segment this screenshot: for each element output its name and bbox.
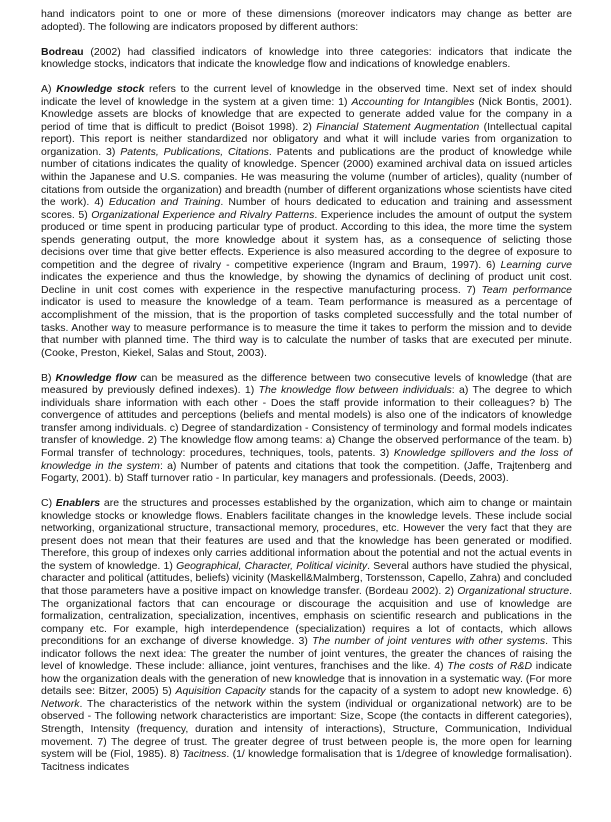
emphasis-text: Enablers [55,497,101,510]
emphasis-text: Geographical, Character, Political vicinity [176,559,368,572]
document-text-body [41,8,572,773]
emphasis-text: Knowledge stock [56,83,145,96]
emphasis-text: Network [41,697,80,710]
emphasis-text: The costs of R&D [447,660,533,673]
emphasis-text: Knowledge spillovers and the loss of knowledge in the system [41,447,572,472]
body-text: B) [41,371,56,384]
emphasis-text: Team performance [481,283,572,296]
body-text: A) [41,83,57,96]
body-text: indicator is used to measure the knowledge of a team. Team performance is measured as a percentage of accomplishment of the mission, that is the proportion of tasks completed successfully and the total number of tasks. Another way to measure performance is to measure the time it takes to perform the mission and to devide that number with planned time. The third way is to calculate the number of tasks that are executed per minute. (Cooke, Preston, Kiekel, Salas and Stout, 2003). [41,296,572,359]
emphasis-text: The knowledge flow between individuals [258,384,452,397]
body-text: (Intellectual capital report). This report is neither standardized nor obligatory and what it will include varies from organization to organization. 3) [41,120,572,158]
paragraph-bodreau-classification [41,46,572,71]
body-text: . The organizational factors that can encourage or discourage the acquisition and use of knowledge are formalization, centralization, specialization, incentives, emphasis on scientific research and publications in the company etc. For example, high interdependence (specialization) requires a lot of contacts, which allows preconditions for an exchange of diverse knowledge. 3) [41,584,572,648]
emphasis-text: Education and Training [108,196,221,209]
emphasis-text: Knowledge flow [55,371,137,384]
paragraph-intro-continuation [41,8,572,33]
body-text: : a) Number of patents and citations that took the competition. (Jaffe, Trajtenberg and Fogarty, 2001). b) Staff turnover ratio - In particular, key managers and professionals. (Deeds, 2003). [41,459,573,485]
body-text: . Patents and publications are the product of knowledge while number of citations indicates the quality of knowledge. Spencer (2000) examined archival data on issued articles within the Japanese and U.S. companies. He was measuring the volume (number of articles), quality (number of citations from outside the organization) and breadth (number of different organizations whose scientists have cited the work). 4) [41,145,573,209]
body-text: . Several authors have studied the physical, character and political (attitudes, beliefs) vicinity (Maskell&Malmberg, Torstensson, Capello, Zahra) and concluded that those parameters have a positive impact on knowledge transfer. (Bordeau 2002). 2) [41,559,572,597]
body-text: : a) The degree to which individuals share information with each other - Does the staff provide information to their colleagues? b) The convergence of attitudes and perceptions (beliefs and mental models) is also one of the indicators of knowledge transfer among individuals. c) Degree of standardization - Consistency of terminology and formal models indicates transfer of knowledge. 2) The knowledge flow among teams: a) Change the observed performance of the team. b) Formal transfer of technology: procedures, techniques, tools, patents. 3) [41,384,572,459]
emphasis-text: Financial Statement Augmentation [316,120,480,133]
emphasis-text: Bodreau [41,45,84,58]
body-text: . Number of hours dedicated to education and training and assessment scores. 5) [41,196,572,221]
body-text: . (1/ knowledge formalisation that is 1/degree of knowledge formalisation). Tacitness indicates [41,748,572,773]
body-text: hand indicators point to one or more of these dimensions (moreover indicators may change as better are adopted). The following are indicators proposed by different authors: [41,8,572,33]
emphasis-text: Learning curve [500,258,572,271]
emphasis-text: Organizational structure [457,584,570,597]
body-text: stands for the capacity of a system to adopt new knowledge. 6) [265,685,573,698]
body-text: can be measured as the difference between two consecutive levels of knowledge (that are measured by previously defined indexes). 1) [41,371,573,397]
body-text: (Nick Bontis, 2001). Knowledge assets are blocks of knowledge that are expected to generate added value for the company in a period of time that is difficult to predict (Boisot 1998). 2) [41,95,573,133]
body-text: refers to the current level of knowledge in the observed time. Next set of index should indicate the level of knowledge in the system at a given time: 1) [41,83,573,108]
paragraph-section-a-knowledge-stock [41,83,572,359]
emphasis-text: Aquisition Capacity [175,685,266,698]
paragraph-section-b-knowledge-flow [41,372,572,485]
emphasis-text: Patents, Publications, Citations [120,145,269,158]
body-text: indicate how the organization deals with the generation of new knowledge that is innovation in a systematic way. (For more details see: Bitzer, 2005) 5) [41,660,572,698]
paragraph-section-c-enablers [41,497,572,773]
emphasis-text: Tacitness [182,748,227,761]
emphasis-text: Accounting for Intangibles [351,95,475,108]
body-text: . The characteristics of the network within the system (individual or organizational network) are to be observed - The following network characteristics are important: Size, Scope (the contacts in different categories), Strength, Intensity (frequency, duration and intensity of interactions), Structure, Communication, Individual movement. 7) The degree of trust. The greater degree of trust between people is, the more open for learning system will be (Fiol, 1985). 8) [41,697,572,761]
body-text: . This indicator follows the next idea: The greater the number of joint ventures, the greater the chances of raising the level of knowledge. These include: alliance, joint ventures, franchises and the like. 4) [41,635,573,673]
body-text: indicates the experience and thus the knowledge, by showing the dynamics of declining of product unit cost. Decline in unit cost comes with experience in the respective manufacturing process. 7) [41,271,572,296]
emphasis-text: Organizational Experience and Rivalry Patterns [91,208,315,221]
body-text: are the structures and processes established by the organization, which aim to change or maintain knowledge stocks or knowledge flows. Enablers facilitate changes in the knowledge levels. These include social networking, organizational structure, transactional memory, procedures, etc. However the very fact that they are present does not mean that their features are used and that the knowledge has been generated or modified. Therefore, this group of indexes only carries additional information about the potential and not the actual events in the system of knowledge. 1) [41,497,572,572]
emphasis-text: The number of joint ventures with other systems [312,635,546,648]
body-text: . Experience includes the amount of output the system produced or time spent in producing particular type of product. According to this idea, the more time the system spends generating output, the more knowledge about it system has, as a consequence of selicting those decisions over time that give better effects. Experience is also measured according to the degree of exposure to competition and the degree of rivalry - competitive experience (Ingram and Braum, 1997). 6) [41,208,572,271]
body-text: (2002) had classified indicators of knowledge into three categories: indicators that indicate the knowledge stocks, indicators that indicate the knowledge flow and indications of knowledge enablers. [41,45,572,71]
body-text: C) [41,497,56,510]
